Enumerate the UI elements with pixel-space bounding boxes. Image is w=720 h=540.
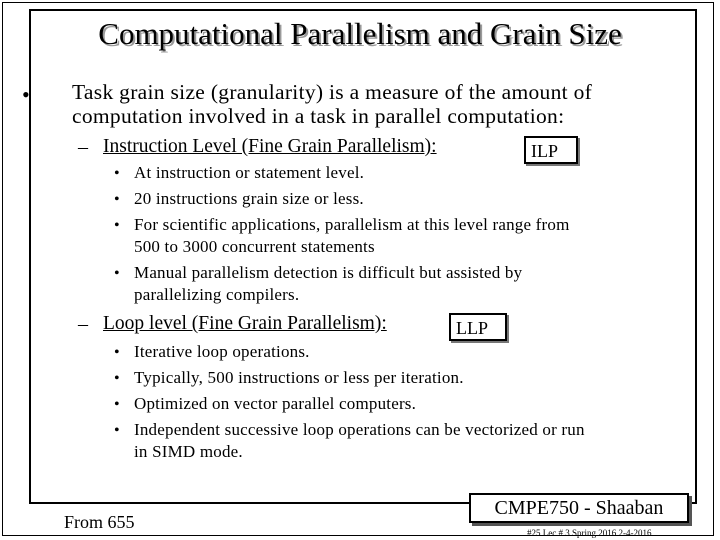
course-label: CMPE750 - Shaaban: [469, 493, 689, 523]
bullet-icon: •: [114, 370, 120, 387]
llp-bullet-2: Typically, 500 instructions or less per iteration.: [134, 368, 464, 387]
bullet-icon: •: [114, 217, 120, 234]
bullet-icon: •: [114, 165, 120, 182]
intro-line-2: computation involved in a task in parallel computation:: [72, 104, 565, 128]
slide-title: Computational Parallelism and Grain Size: [98, 16, 622, 51]
tag-ilp: ILP: [524, 136, 578, 164]
tag-llp: LLP: [449, 313, 507, 341]
source-note: From 655: [64, 512, 135, 532]
dash-icon: –: [78, 136, 88, 158]
bullet-icon: •: [114, 422, 120, 439]
bullet-icon: •: [114, 265, 120, 282]
ilp-bullet-4-cont: parallelizing compilers.: [134, 285, 300, 304]
bullet-icon: •: [114, 191, 120, 208]
llp-bullet-1: Iterative loop operations.: [134, 342, 310, 361]
ilp-bullet-3-cont: 500 to 3000 concurrent statements: [134, 237, 375, 256]
ilp-bullet-4: Manual parallelism detection is difficult but assisted by: [134, 263, 523, 282]
ilp-bullet-3: For scientific applications, parallelism at this level range from: [134, 215, 570, 234]
bullet-icon: •: [114, 396, 120, 413]
ilp-bullet-2: 20 instructions grain size or less.: [134, 189, 364, 208]
llp-bullet-3: Optimized on vector parallel computers.: [134, 394, 417, 413]
slide-meta: #25 Lec # 3 Spring 2016 2-4-2016: [527, 528, 652, 538]
bullet-icon: •: [114, 344, 120, 361]
section-heading-ilp: Instruction Level (Fine Grain Parallelism):: [103, 136, 437, 157]
dash-icon: –: [78, 313, 88, 335]
ilp-bullet-1: At instruction or statement level.: [134, 163, 365, 182]
section-heading-llp: Loop level (Fine Grain Parallelism):: [103, 313, 387, 334]
bullet-icon: •: [22, 82, 30, 107]
llp-bullet-4: Independent successive loop operations can be vectorized or run: [134, 420, 585, 439]
llp-bullet-4-cont: in SIMD mode.: [134, 442, 243, 461]
intro-line-1: Task grain size (granularity) is a measure of the amount of: [72, 80, 593, 104]
